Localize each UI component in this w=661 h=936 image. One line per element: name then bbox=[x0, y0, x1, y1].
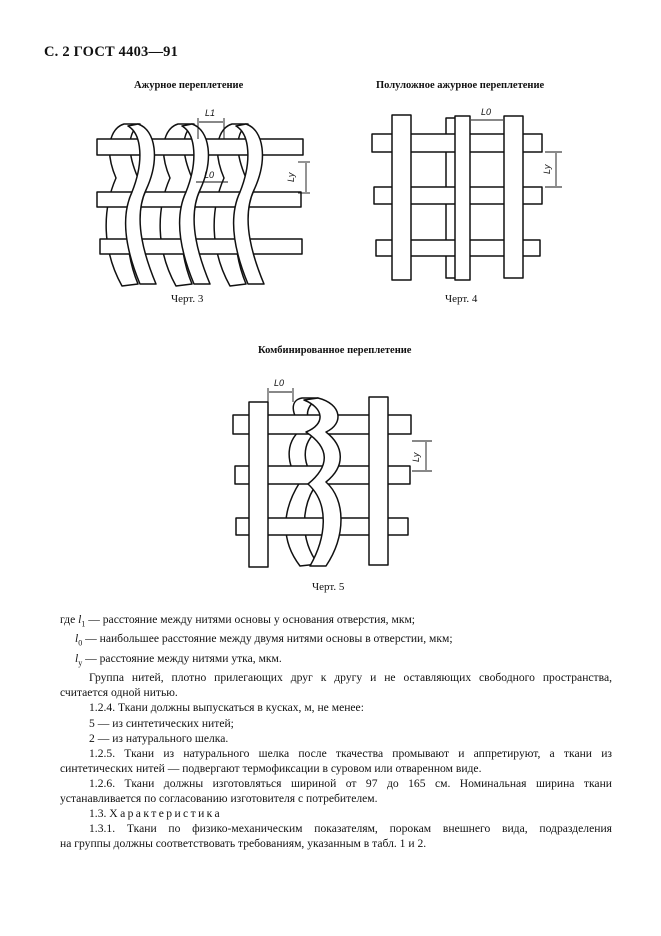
dim-l0-label: L0 bbox=[274, 378, 285, 388]
figure-5-combined-weave-drawing bbox=[225, 370, 445, 570]
dim-l1-label: L1 bbox=[205, 108, 216, 118]
clause-1-2-6: 1.2.6. Ткани должны изготовляться шириной от 97 до 165 см. Номинальная ширина ткани bbox=[89, 776, 612, 790]
page-header: С. 2 ГОСТ 4403—91 bbox=[44, 44, 179, 60]
clause-1-3-1-end: на группы должны соответствовать требованиям, указанным в табл. 1 и 2. bbox=[60, 837, 427, 851]
figure-5-caption: Черт. 5 bbox=[312, 581, 345, 593]
dim-l0-label: L0 bbox=[204, 170, 215, 180]
dim-ly-label: Ly bbox=[542, 164, 552, 174]
clause-1-2-4: 1.2.4. Ткани должны выпускаться в кусках, м, не менее: bbox=[89, 701, 364, 715]
dim-l0-label: L0 bbox=[481, 107, 492, 117]
paragraph-thread-group-end: считается одной нитью. bbox=[60, 686, 178, 700]
figure-4-title: Полуложное ажурное переплетение bbox=[376, 80, 545, 91]
figure-3-leno-weave-drawing bbox=[90, 100, 330, 290]
section-1-3-heading: 1.3. Характеристика bbox=[89, 807, 223, 821]
legend-l0: $l_0$ — наибольшее расстояние между двумя нитями основы в отверстии, мкм; bbox=[75, 632, 453, 648]
figure-5-title: Комбинированное переплетение bbox=[258, 345, 412, 356]
legend-l1: где $l_1$ — расстояние между нитями основы у основания отверстия, мкм; bbox=[60, 613, 416, 629]
clause-1-3-1: 1.3.1. Ткани по физико-механическим показателям, порокам внешнего вида, подразделения bbox=[89, 822, 612, 836]
figure-3-title: Ажурное переплетение bbox=[134, 80, 244, 91]
figure-4-mock-leno-weave-drawing bbox=[360, 100, 590, 290]
figure-4-caption: Черт. 4 bbox=[445, 293, 478, 305]
paragraph-thread-group: Группа нитей, плотно прилегающих друг к другу и не оставляющих свободного пространства, bbox=[89, 671, 612, 685]
clause-1-2-4-item-synthetic: 5 — из синтетических нитей; bbox=[89, 716, 234, 730]
clause-1-2-6-end: устанавливается по согласованию изготовителя с потребителем. bbox=[60, 791, 378, 805]
dim-ly-label: Ly bbox=[286, 172, 296, 182]
clause-1-2-4-item-silk: 2 — из натурального шелка. bbox=[89, 731, 229, 745]
clause-1-2-5-end: синтетических нитей — подвергают термофиксации в суровом или отваренном виде. bbox=[60, 761, 482, 775]
clause-1-2-5: 1.2.5. Ткани из натурального шелка после ткачества промывают и аппретируют, а ткани из bbox=[89, 746, 612, 760]
body-text bbox=[60, 612, 612, 851]
dim-ly-label: Ly bbox=[411, 452, 421, 462]
figure-3-caption: Черт. 3 bbox=[171, 293, 204, 305]
legend-ly: $l_у$ — расстояние между нитями утка, мкм. bbox=[75, 651, 282, 668]
